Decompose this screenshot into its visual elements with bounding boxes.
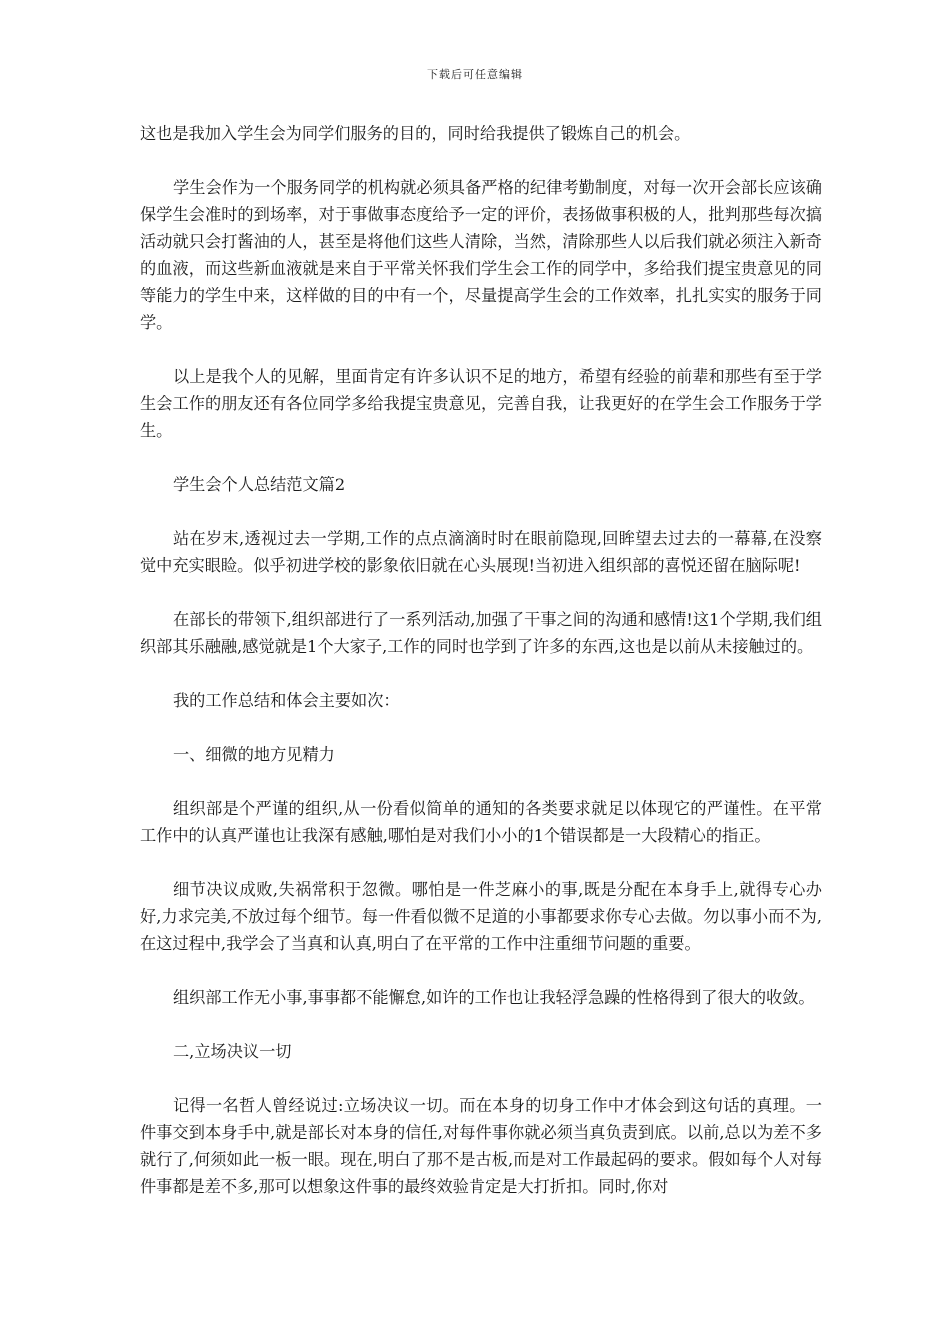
- subheading: 二,立场决议一切: [173, 1042, 292, 1061]
- page-header: 下载后可任意编辑: [427, 68, 523, 81]
- paragraph-continuation: 这也是我加入学生会为同学们服务的目的，同时给我提供了锻炼自己的机会。: [140, 124, 691, 143]
- section-title: 学生会个人总结范文篇2: [173, 475, 346, 494]
- paragraph: 学生会作为一个服务同学的机构就必须具备严格的纪律考勤制度，对每一次开会部长应该确保学生会准时的到场率，对于事做事态度给予一定的评价，表扬做事积极的人，批判那些每次搞活动就只会打酱油的人，甚至是将他们这些人清除，当然，清除那些人以后我们就必须注入新奇的血液，而这些新血液就是来自于平常关怀我们学生会工作的同学中，多给我们提宝贵意见的同等能力的学生中来，这样做的目的中有一个，尽量提高学生会的工作效率，扎扎实实的服务于同学。: [140, 178, 822, 332]
- paragraph: 细节决议成败,失祸常积于忽微。哪怕是一件芝麻小的事,既是分配在本身手上,就得专心办好,力求完美,不放过每个细节。每一件看似微不足道的小事都要求你专心去做。勿以事小而不为,在这过程中,我学会了当真和认真,明白了在平常的工作中注重细节问题的重要。: [140, 880, 822, 953]
- paragraph: 组织部工作无小事,事事都不能懈怠,如许的工作也让我轻浮急躁的性格得到了很大的收敛。: [173, 988, 815, 1007]
- paragraph: 站在岁末,透视过去一学期,工作的点点滴滴时时在眼前隐现,回眸望去过去的一幕幕,在没察觉中充实眼睑。似乎初进学校的影象依旧就在心头展现!当初进入组织部的喜悦还留在脑际呢!: [140, 529, 822, 575]
- paragraph: 在部长的带领下,组织部进行了一系列活动,加强了干事之间的沟通和感情!这1个学期,我们组织部其乐融融,感觉就是1个大家子,工作的同时也学到了许多的东西,这也是以前从未接触过的。: [140, 610, 822, 656]
- paragraph: 组织部是个严谨的组织,从一份看似简单的通知的各类要求就足以体现它的严谨性。在平常工作中的认真严谨也让我深有感触,哪怕是对我们小小的1个错误都是一大段精心的指正。: [140, 799, 822, 845]
- paragraph: 以上是我个人的见解，里面肯定有许多认识不足的地方，希望有经验的前辈和那些有至于学生会工作的朋友还有各位同学多给我提宝贵意见，完善自我，让我更好的在学生会工作服务于学生。: [140, 367, 822, 440]
- paragraph: 我的工作总结和体会主要如次：: [173, 691, 400, 710]
- document-body: [140, 120, 822, 1227]
- subheading: 一、细微的地方见精力: [173, 745, 335, 764]
- paragraph: 记得一名哲人曾经说过:立场决议一切。而在本身的切身工作中才体会到这句话的真理。一件事交到本身手中,就是部长对本身的信任,对每件事你就必须当真负责到底。以前,总以为差不多就行了,何须如此一板一眼。现在,明白了那不是古板,而是对工作最起码的要求。假如每个人对每件事都是差不多,那可以想象这件事的最终效验肯定是大打折扣。同时,你对: [140, 1096, 822, 1196]
